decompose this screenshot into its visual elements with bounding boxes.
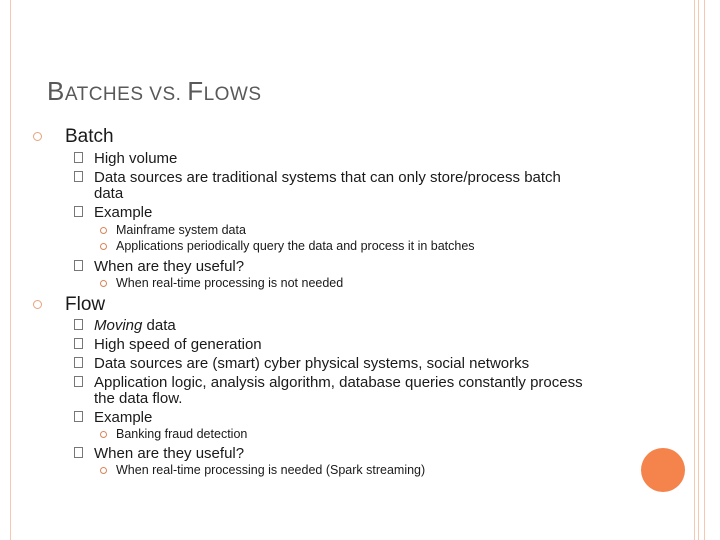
bullet-icon [100,243,107,250]
title-part: . [175,84,188,105]
frame-right-line-outer [704,0,705,540]
bullet-icon [74,206,83,217]
title-part: B [47,76,65,106]
list-item: When real-time processing is not needed [116,276,344,290]
list-item: Data sources are traditional systems that can only store/process batch [94,169,561,186]
frame-right-line [694,0,695,540]
title-part: ATCHES VS [64,84,176,105]
list-item: Mainframe system data [116,223,246,237]
bullet-icon [100,467,107,474]
list-item: High volume [94,150,178,167]
list-item: Banking fraud detection [116,427,248,441]
bullet-icon [74,357,83,368]
bullet-icon [33,132,42,141]
example-label: Example [94,409,153,426]
list-item-continuation: the data flow. [94,390,183,407]
bullet-icon [74,260,83,271]
bullet-icon [74,447,83,458]
title-part: LOWS [203,84,262,105]
bullet-icon [74,152,83,163]
list-item: When real-time processing is needed (Spark streaming) [116,463,426,477]
bullet-icon [74,411,83,422]
frame-left-line [10,0,11,540]
bullet-icon [100,431,107,438]
list-item: Application logic, analysis algorithm, database queries constantly process [94,374,583,391]
bullet-icon [74,376,83,387]
list-item: Data sources are (smart) cyber physical systems, social networks [94,355,530,372]
moving-italic: Moving [94,317,143,334]
bullet-icon [74,338,83,349]
frame-right-line-inner [698,0,699,540]
list-item: High speed of generation [94,336,262,353]
accent-circle [641,448,685,492]
bullet-icon [74,171,83,182]
useful-label: When are they useful? [94,258,245,275]
bullet-icon [74,319,83,330]
list-item-continuation: data [94,185,124,202]
page-title [47,76,262,110]
bullet-icon [100,280,107,287]
moving-rest: data [142,317,176,334]
useful-label: When are they useful? [94,445,245,462]
title-part: F [187,76,204,106]
example-label: Example [94,204,153,221]
list-item: Applications periodically query the data and process it in batches [116,239,475,253]
bullet-icon [33,300,42,309]
list-item [94,317,176,334]
batch-heading: Batch [65,126,114,147]
flow-heading: Flow [65,294,106,315]
bullet-icon [100,227,107,234]
